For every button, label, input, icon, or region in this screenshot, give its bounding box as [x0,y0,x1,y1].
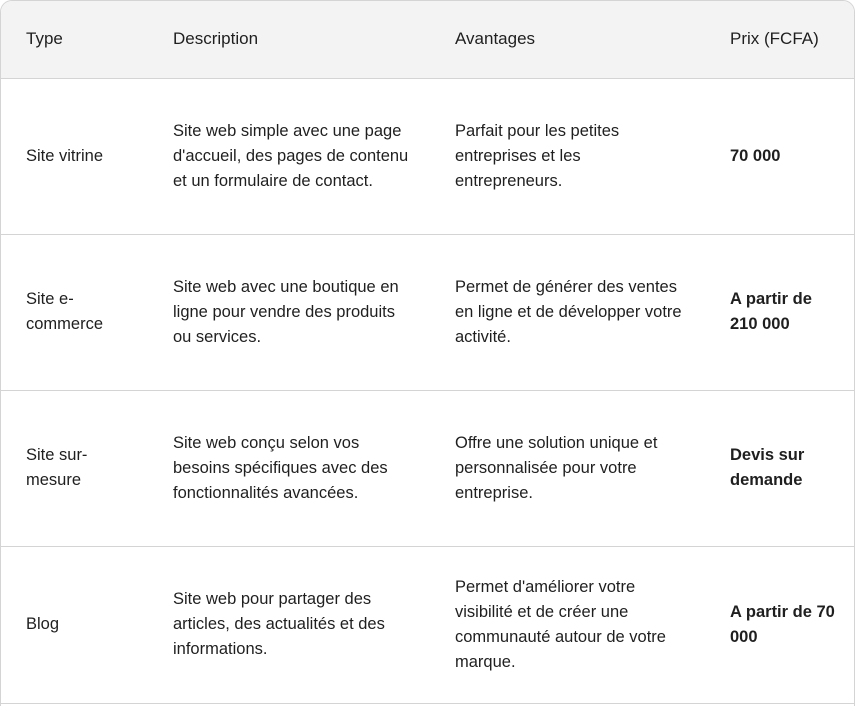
cell-type: Site e-commerce [1,234,149,390]
header-type: Type [1,1,149,78]
table-header [1,1,854,78]
cell-advantages: Parfait pour les petites entreprises et les entrepreneurs. [431,78,706,234]
table-body [1,78,854,703]
cell-price: Devis sur demande [706,390,854,546]
header-advantages: Avantages [431,1,706,78]
cell-description: Site web conçu selon vos besoins spécifiques avec des fonctionnalités avancées. [149,390,431,546]
cell-type: Site sur-mesure [1,390,149,546]
cell-price: A partir de 70 000 [706,546,854,703]
cell-price: 70 000 [706,78,854,234]
header-row [1,1,854,78]
cell-advantages: Permet d'améliorer votre visibilité et de créer une communauté autour de votre marque. [431,546,706,703]
cell-description: Site web avec une boutique en ligne pour vendre des produits ou services. [149,234,431,390]
cell-type: Site vitrine [1,78,149,234]
cell-advantages: Offre une solution unique et personnalisée pour votre entreprise. [431,390,706,546]
header-description: Description [149,1,431,78]
cell-price: A partir de 210 000 [706,234,854,390]
table-row [1,390,854,546]
table-row [1,234,854,390]
cell-description: Site web simple avec une page d'accueil, des pages de contenu et un formulaire de contact. [149,78,431,234]
cell-description: Site web pour partager des articles, des actualités et des informations. [149,546,431,703]
cell-type: Blog [1,546,149,703]
table-row [1,546,854,703]
pricing-table [1,1,854,704]
cell-advantages: Permet de générer des ventes en ligne et de développer votre activité. [431,234,706,390]
header-price: Prix (FCFA) [706,1,854,78]
table-row [1,78,854,234]
